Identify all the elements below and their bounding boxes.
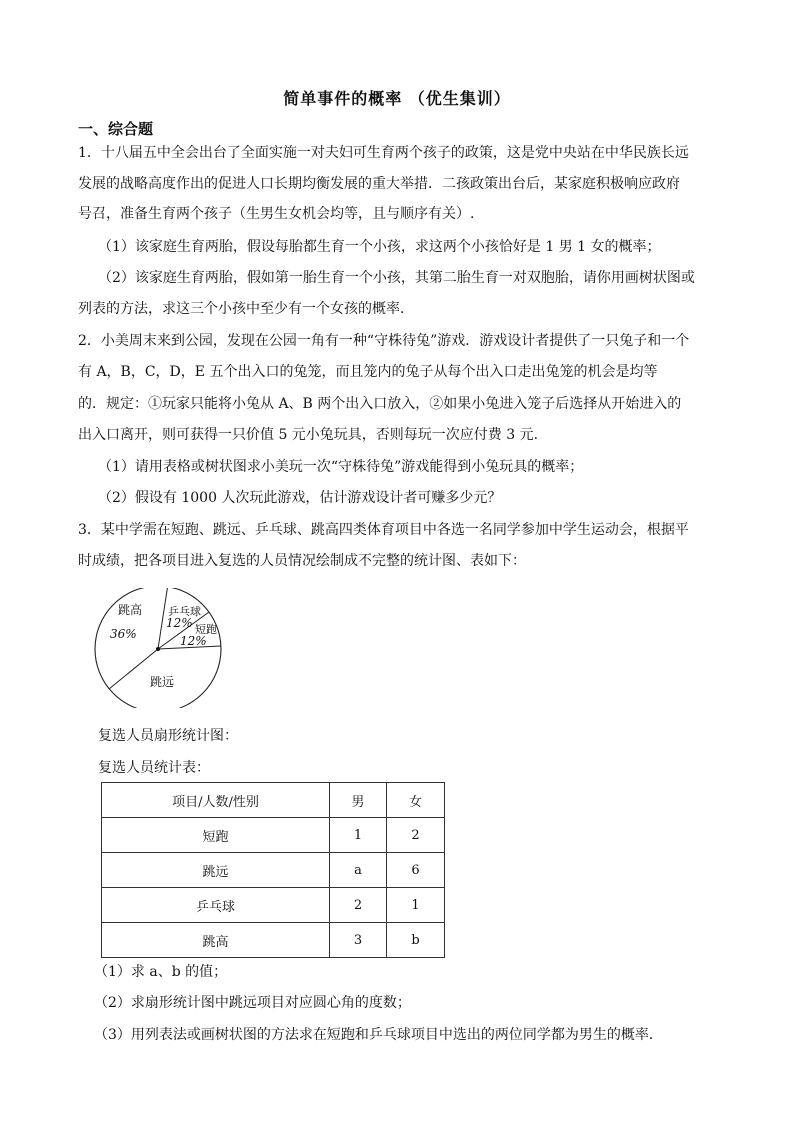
- q3-sub2: （2）求扇形统计图中跳远项目对应圆心角的度数；: [94, 995, 411, 1011]
- q2-line-4: 出入口离开，则可获得一只价值 5 元小兔玩具，否则每玩一次应付费 3 元．: [78, 427, 548, 443]
- pie-label-tiaogao: 跳高: [118, 603, 143, 617]
- q1-sub2-line-1: （2）该家庭生育两胎，假如第一胎生育一个小孩，其第二胎生育一对双胞胎，请你用画树状图或: [98, 270, 695, 286]
- q1-line-3: 号召，准备生育两个孩子（生男生女机会均等，且与顺序有关）.: [78, 206, 475, 222]
- table-row: [102, 853, 445, 888]
- q2-sub1: （1）请用表格或树状图求小美玩一次“守株待兔”游戏能得到小兔玩具的概率；: [98, 459, 584, 475]
- table-cell: 短跑: [102, 818, 330, 853]
- table-header-cell: 项目/人数/性别: [102, 783, 330, 818]
- q2-line-1: 2．小美周末来到公园，发现在公园一角有一种“守株待兔”游戏．游戏设计者提供了一只兔子和一个: [78, 333, 690, 349]
- table-caption: 复选人员统计表：: [98, 760, 210, 776]
- table-cell: 跳高: [102, 923, 330, 958]
- table-cell: 1: [330, 818, 387, 853]
- pie-percent-tiaogao: 36%: [110, 627, 137, 641]
- q3-sub3: （3）用列表法或画树状图的方法求在短跑和乒乓球项目中选出的两位同学都为男生的概率．: [94, 1027, 663, 1043]
- pie-percent-pingpong: 12%: [166, 616, 193, 630]
- chart-caption: 复选人员扇形统计图：: [98, 728, 238, 744]
- pie-chart: [90, 588, 230, 708]
- table-header-row: [102, 783, 445, 818]
- table-cell: 2: [387, 818, 445, 853]
- table-row: [102, 923, 445, 958]
- q1-line-1: 1．十八届五中全会出台了全面实施一对夫妇可生育两个孩子的政策，这是党中央站在中华民族长远: [78, 145, 689, 161]
- q1-sub2-line-2: 列表的方法，求这三个小孩中至少有一个女孩的概率．: [78, 301, 414, 317]
- table-header-cell: 男: [330, 783, 387, 818]
- section-heading: 一、综合题: [78, 120, 154, 138]
- table-row: [102, 818, 445, 853]
- page-title: 简单事件的概率 （优生集训）: [283, 89, 511, 108]
- table-row: [102, 888, 445, 923]
- q3-sub1: （1）求 a、b 的值；: [94, 964, 228, 980]
- table-cell: 乒乓球: [102, 888, 330, 923]
- pie-percent-duanpao: 12%: [180, 634, 207, 648]
- table-cell: 1: [387, 888, 445, 923]
- table-header-cell: 女: [387, 783, 445, 818]
- table-cell: 3: [330, 923, 387, 958]
- table-cell: b: [387, 923, 445, 958]
- pie-label-duanpao: 短跑: [195, 623, 217, 636]
- q3-line-2: 时成绩，把各项目进入复选的人员情况绘制成不完整的统计图、表如下：: [78, 553, 526, 569]
- table-cell: 跳远: [102, 853, 330, 888]
- pie-label-tiaoyuan: 跳远: [150, 675, 175, 689]
- pie-label-pingpong: 乒乓球: [168, 605, 201, 618]
- q2-sub2: （2）假设有 1000 人次玩此游戏，估计游戏设计者可赚多少元？: [98, 490, 502, 506]
- table-cell: 6: [387, 853, 445, 888]
- q3-line-1: 3．某中学需在短跑、跳远、乒乓球、跳高四类体育项目中各选一名同学参加中学生运动会，根据平: [78, 522, 689, 538]
- table-cell: a: [330, 853, 387, 888]
- q2-line-2: 有 A，B，C，D，E 五个出入口的兔笼，而且笼内的兔子从每个出入口走出兔笼的机会是均等: [78, 364, 658, 380]
- stats-table: [101, 782, 445, 958]
- q2-line-3: 的．规定：①玩家只能将小兔从 A、B 两个出入口放入，②如果小兔进入笼子后选择从开始进入的: [78, 396, 682, 412]
- q1-sub1: （1）该家庭生育两胎，假设每胎都生育一个小孩，求这两个小孩恰好是 1 男 1 女的概率；: [98, 239, 661, 255]
- pie-center: [156, 647, 160, 651]
- q1-line-2: 发展的战略高度作出的促进人口长期均衡发展的重大举措．二孩政策出台后，某家庭积极响应政府: [78, 176, 680, 192]
- table-cell: 2: [330, 888, 387, 923]
